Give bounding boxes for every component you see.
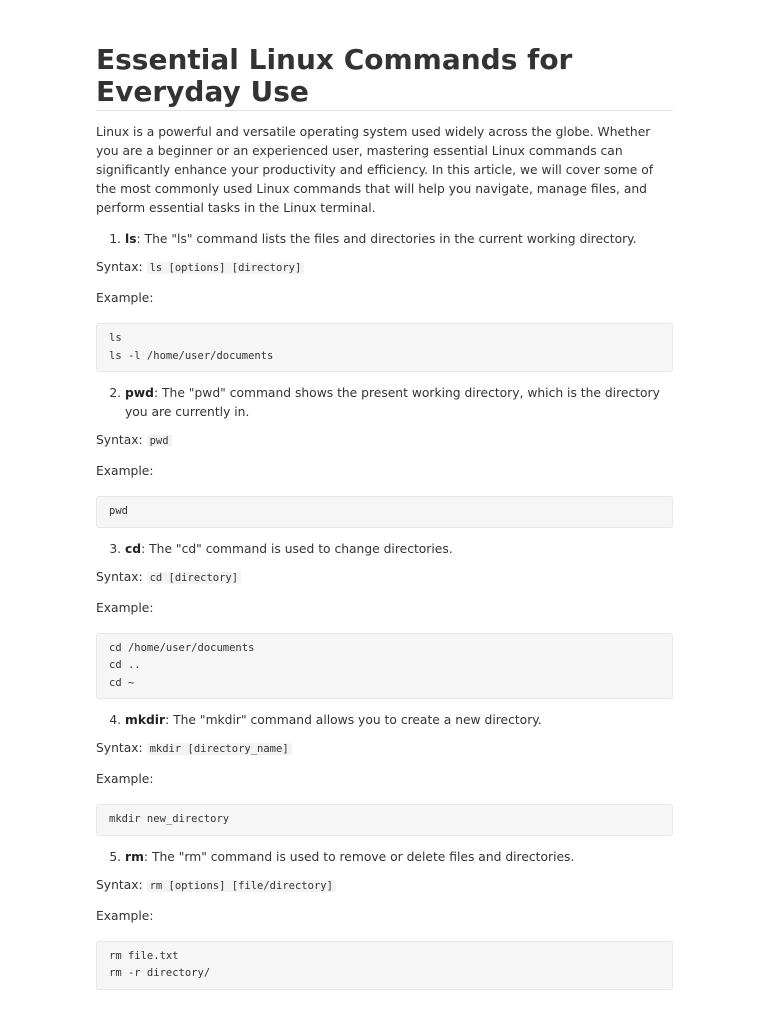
- code-block: [96, 496, 673, 528]
- command-name: rm: [125, 849, 144, 864]
- code-line: rm file.txt: [109, 949, 179, 962]
- command-name: pwd: [125, 386, 154, 400]
- command-list-item-1: [96, 230, 673, 249]
- code-line: rm -r directory/: [109, 967, 211, 979]
- command-name: mkdir: [125, 713, 166, 727]
- command-description: 2. pwd: The "pwd" command shows the present working directory, which is the directory you are currently in.: [125, 384, 673, 422]
- code-line: ls: [109, 332, 122, 344]
- command-description: 5. rm: The "rm" command is used to remove or delete files and directories.: [125, 848, 673, 867]
- command-description: 3. cd: The "cd" command is used to change directories.: [125, 540, 673, 559]
- syntax-line: Syntax: pwd: [96, 431, 673, 451]
- code-block: [96, 804, 673, 836]
- syntax-code: pwd: [147, 435, 172, 447]
- command-list-item-2: [96, 384, 673, 422]
- example-label: Example:: [96, 908, 154, 923]
- syntax-line: Syntax: rm [options] [file/directory]: [96, 876, 673, 896]
- syntax-code: mkdir [directory_name]: [147, 743, 292, 755]
- command-list-item-4: [96, 711, 673, 730]
- syntax-line: Syntax: mkdir [directory_name]: [96, 739, 673, 759]
- command-description: 4. mkdir: The "mkdir" command allows you to create a new directory.: [125, 711, 673, 730]
- intro-paragraph: Linux is a powerful and versatile operating system used widely across the globe. Whether you are a beginner or an experienced user, mastering essential Linux commands can significantly enhance your productivity and efficiency. In this article, we will cover some of the most commonly used Linux commands that will help you navigate, manage files, and perform essential tasks in the Linux terminal.: [96, 125, 654, 215]
- code-block: [96, 633, 673, 700]
- code-block: [96, 323, 673, 372]
- example-label: Example:: [96, 291, 154, 305]
- page-title: Essential Linux Commands for Everyday Use: [96, 44, 673, 111]
- code-line: ls -l /home/user/documents: [109, 349, 274, 362]
- command-list-item-3: [96, 540, 673, 559]
- article: [96, 0, 673, 990]
- syntax-line: Syntax: cd [directory]: [96, 568, 673, 588]
- syntax-code: ls [options] [directory]: [147, 262, 305, 274]
- code-line: cd ..: [109, 659, 141, 671]
- code-line: cd /home/user/documents: [109, 641, 255, 654]
- command-name: cd: [125, 541, 142, 556]
- example-label: Example:: [96, 772, 154, 786]
- command-list-item-5: [96, 848, 673, 867]
- syntax-code: cd [directory]: [147, 572, 242, 584]
- command-name: ls: [125, 232, 137, 246]
- example-label: Example:: [96, 600, 154, 615]
- code-block: [96, 941, 673, 990]
- example-label: Example:: [96, 464, 154, 478]
- code-line: mkdir new_directory: [109, 813, 230, 825]
- code-line: pwd: [109, 505, 128, 517]
- syntax-line: Syntax: ls [options] [directory]: [96, 258, 673, 278]
- syntax-code: rm [options] [file/directory]: [147, 880, 336, 892]
- command-description: 1. ls: The "ls" command lists the files and directories in the current working directory.: [125, 230, 673, 249]
- code-line: cd ~: [109, 676, 135, 689]
